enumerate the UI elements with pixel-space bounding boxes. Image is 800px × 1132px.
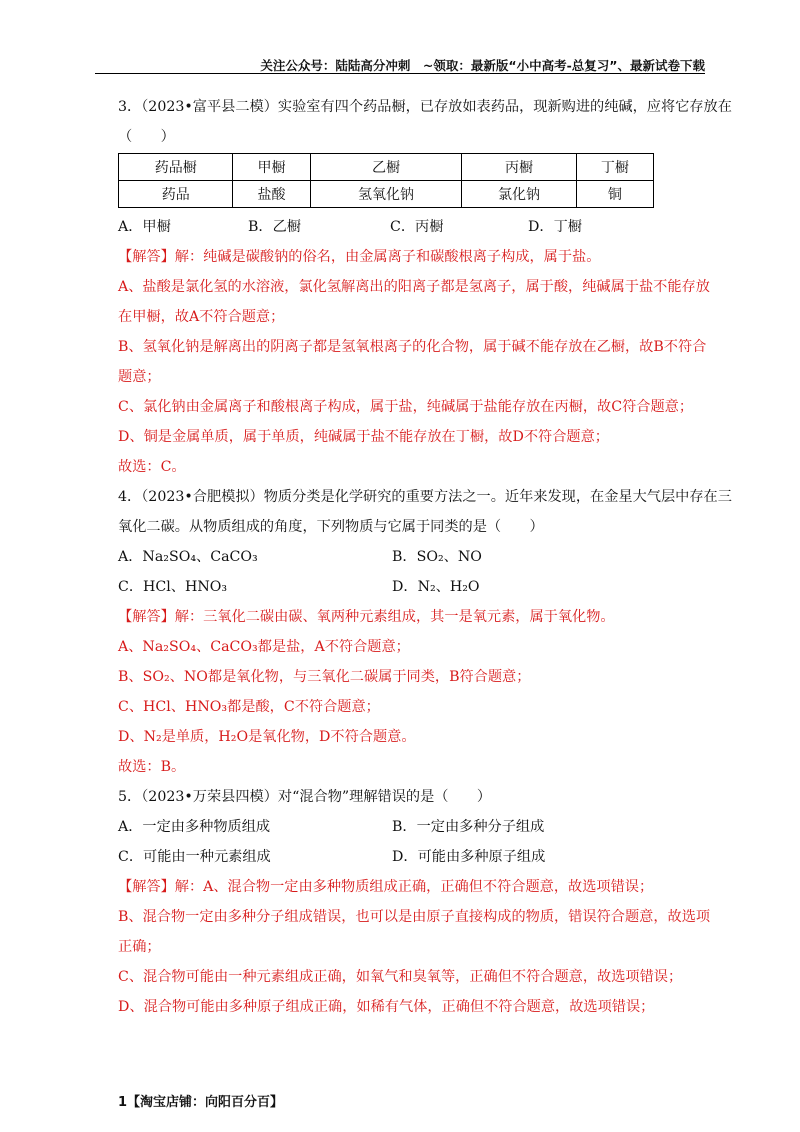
header-divider (95, 73, 705, 74)
q5-answer-line: 正确； (118, 939, 161, 955)
q3-answer-line: D、铜是金属单质，属于单质，纯碱属于盐不能存放在丁橱，故D不符合题意； (118, 429, 609, 445)
q3-stem-line-1: 3．（2023•富平县二模）实验室有四个药品橱，已存放如表药品，现新购进的纯碱，应将它存放在 (118, 99, 732, 115)
q3-medicine-cabinet-table (118, 153, 654, 208)
q4-answer-line: D、N₂是单质，H₂O是氧化物，D不符合题意。 (118, 729, 416, 745)
table-row (119, 181, 654, 208)
table-header-row (119, 154, 654, 181)
option-a: A．Na₂SO₄、CaCO₃ (118, 549, 258, 565)
q3-answer-line: A、盐酸是氯化氢的水溶液，氯化氢解离出的阳离子都是氢离子，属于酸，纯碱属于盐不能存放 (118, 279, 710, 295)
q4-stem-line-1: 4．（2023•合肥模拟）物质分类是化学研究的重要方法之一。近年来发现，在金星大气层中存在三 (118, 489, 732, 505)
q4-answer-line: A、Na₂SO₄、CaCO₃都是盐，A不符合题意； (118, 639, 410, 655)
option-d: D．丁橱 (528, 219, 582, 235)
q5-answer-line: B、混合物一定由多种分子组成错误，也可以是由原子直接构成的物质，错误符合题意，故选项 (118, 909, 711, 925)
option-c: C．丙橱 (390, 219, 444, 235)
option-c: C．可能由一种元素组成 (118, 849, 271, 865)
q3-answer-line: 【解答】解：纯碱是碳酸钠的俗名，由金属离子和碳酸根离子构成，属于盐。 (118, 249, 601, 265)
option-b: B．SO₂、NO (392, 549, 482, 565)
q3-answer-line: C、氯化钠由金属离子和酸根离子构成，属于盐，纯碱属于盐能存放在丙橱，故C符合题意； (118, 399, 694, 415)
page-header: 关注公众号：陆陆高分冲刺 ~领取：最新版“小中高考-总复习”、最新试卷下载 (260, 58, 705, 73)
option-d: D．N₂、H₂O (392, 579, 480, 595)
q4-answer-line: 【解答】解：三氧化二碳由碳、氧两种元素组成，其一是氧元素，属于氧化物。 (118, 609, 615, 625)
table-cell: 氯化钠 (462, 181, 576, 208)
table-cell: 盐酸 (233, 181, 310, 208)
option-a: A．甲橱 (118, 219, 171, 235)
q5-answer-line: C、混合物可能由一种元素组成正确，如氧气和臭氧等，正确但不符合题意，故选项错误； (118, 969, 683, 985)
q4-stem-line-2: 氧化二碳。从物质组成的角度，下列物质与它属于同类的是（ ） (118, 519, 544, 535)
page-footer: 1【淘宝店铺：向阳百分百】 (118, 1095, 284, 1110)
q5-answer-line: 【解答】解：A、混合物一定由多种物质组成正确，正确但不符合题意，故选项错误； (118, 879, 654, 895)
table-cell: 铜 (576, 181, 653, 208)
table-cell: 甲橱 (233, 154, 310, 181)
option-a: A．一定由多种物质组成 (118, 819, 271, 835)
table-cell: 丁橱 (576, 154, 653, 181)
table-cell: 药品 (119, 181, 233, 208)
table-cell: 氢氧化钠 (310, 181, 462, 208)
option-b: B．一定由多种分子组成 (392, 819, 545, 835)
q4-answer-line: 故选：B。 (118, 759, 186, 775)
q3-stem-line-2: （ ） (118, 129, 175, 145)
table-cell: 乙橱 (310, 154, 462, 181)
q3-answer-line: 题意； (118, 369, 161, 385)
q4-answer-line: C、HCl、HNO₃都是酸，C不符合题意； (118, 699, 380, 715)
q5-stem-line-1: 5．（2023•万荣县四模）对“混合物”理解错误的是（ ） (118, 789, 492, 805)
table-cell: 药品橱 (119, 154, 233, 181)
option-d: D．可能由多种原子组成 (392, 849, 546, 865)
table-cell: 丙橱 (462, 154, 576, 181)
option-b: B．乙橱 (248, 219, 301, 235)
q4-answer-line: B、SO₂、NO都是氧化物，与三氧化二碳属于同类，B符合题意； (118, 669, 531, 685)
option-c: C．HCl、HNO₃ (118, 579, 228, 595)
q5-answer-line: D、混合物可能由多种原子组成正确，如稀有气体，正确但不符合题意，故选项错误； (118, 999, 655, 1015)
q3-answer-line: 故选：C。 (118, 459, 186, 475)
q3-answer-line: 在甲橱，故A不符合题意； (118, 309, 285, 325)
q3-answer-line: B、氢氧化钠是解离出的阴离子都是氢氧根离子的化合物，属于碱不能存放在乙橱，故B不符合 (118, 339, 707, 355)
